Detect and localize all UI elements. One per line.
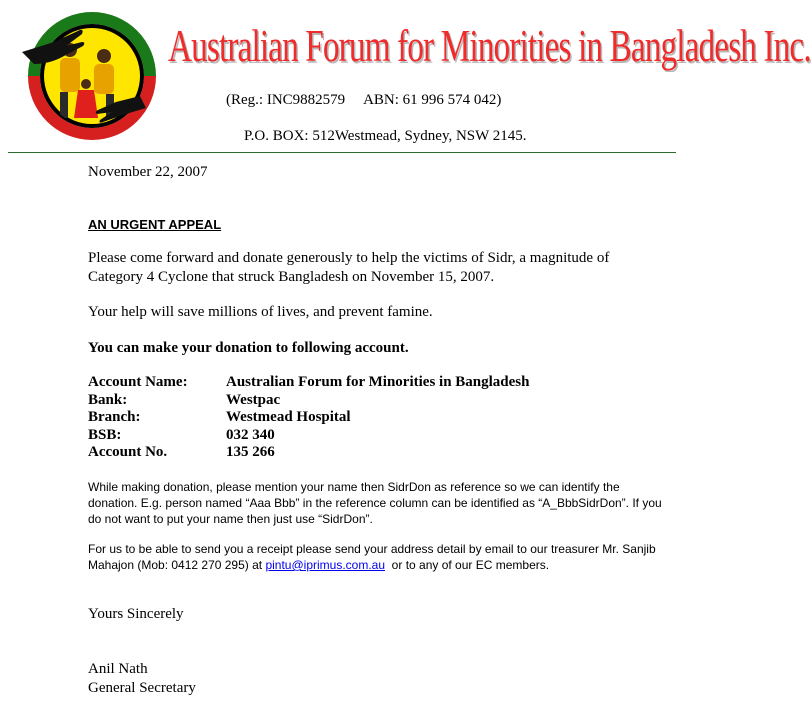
postal-address: P.O. BOX: 512Westmead, Sydney, NSW 2145. xyxy=(244,128,527,144)
closing-line: Yours Sincerely xyxy=(88,606,184,622)
reference-note: While making donation, please mention your name then SidrDon as reference so we can identify the donation. E.g. person named “Aaa Bbb” in the reference column can be identified as “A_BbbSidrDon”. If you do not want to put your name then just use “SidrDon”. xyxy=(88,480,662,526)
impact-paragraph: Your help will save millions of lives, and prevent famine. xyxy=(88,304,433,320)
letter-date: November 22, 2007 xyxy=(88,164,208,180)
account-label: Bank: xyxy=(88,391,128,408)
header-divider xyxy=(8,152,676,153)
signer-title: General Secretary xyxy=(88,680,196,696)
organization-name: Australian Forum for Minorities in Bangladesh Inc. xyxy=(168,21,811,71)
appeal-paragraph: Please come forward and donate generously to help the victims of Sidr, a magnitude of Category 4 Cyclone that struck Bangladesh on November 15, 2007. xyxy=(88,250,610,285)
account-label: Branch: xyxy=(88,409,141,425)
registration-line: (Reg.: INC9882579 ABN: 61 996 574 042) xyxy=(226,92,502,108)
account-value: Australian Forum for Minorities in Bangladesh xyxy=(226,374,530,390)
receipt-note xyxy=(88,541,672,573)
account-value: 032 340 xyxy=(226,426,275,443)
account-row xyxy=(88,392,530,410)
donation-instruction: You can make your donation to following account. xyxy=(88,340,409,356)
account-row xyxy=(88,427,530,445)
receipt-note-tail: or to any of our EC members. xyxy=(385,558,550,572)
account-label: Account Name: xyxy=(88,374,188,390)
account-row xyxy=(88,374,530,392)
treasurer-email-link[interactable]: pintu@iprimus.com.au xyxy=(265,558,386,572)
account-label: BSB: xyxy=(88,426,122,443)
receipt-note-text: For us to be able to send you a receipt please send your address detail by email to our treasurer Mr. Sanjib Mahajon (Mob: 0412 270 295) at xyxy=(88,542,656,572)
signature-block xyxy=(88,660,196,698)
account-value: Westpac xyxy=(226,391,281,408)
account-details xyxy=(88,374,530,462)
appeal-heading: AN URGENT APPEAL xyxy=(88,217,222,232)
signer-name: Anil Nath xyxy=(88,661,148,677)
account-value: Westmead Hospital xyxy=(226,409,351,425)
organization-logo xyxy=(20,8,160,138)
account-value: 135 266 xyxy=(226,444,275,460)
account-row xyxy=(88,444,530,462)
account-label: Account No. xyxy=(88,444,168,460)
account-row xyxy=(88,409,530,427)
